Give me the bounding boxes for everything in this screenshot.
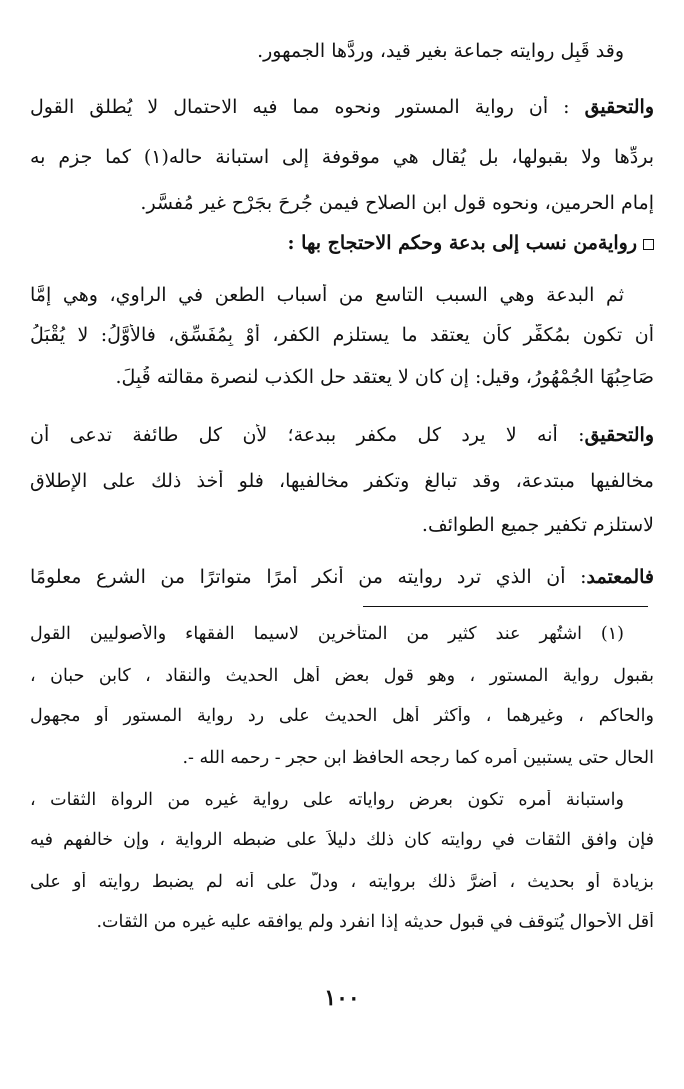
paragraph-4-lead: والتحقيق (584, 424, 654, 446)
paragraph-2-line-2: بردِّها ولا بقبولها، بل يُقال هي موقوفة إلى استبانة حاله(١) كما جزم به (30, 146, 654, 168)
paragraph-5-lead: فالمعتمد (586, 566, 654, 588)
paragraph-5-line-1 (30, 566, 654, 588)
paragraph-4-line-1-text: : أنه لا يرد كل مكفر ببدعة؛ لأن كل طائفة تدعى أن (30, 424, 585, 446)
footnote-line-3: والحاكم ، وغيرهما ، وأكثر أهل الحديث على رد رواية المستور أو مجهول (30, 706, 654, 726)
footnote-line-5: واستبانة أمره تكون بعرض رواياته على رواية غيره من الرواة الثقات ، (30, 790, 624, 810)
paragraph-3-line-3: صَاحِبُهَا الجُمْهُورُ، وقيل: إن كان لا يعتقد حل الكذب لنصرة مقالته قُبِلَ. (115, 366, 654, 388)
paragraph-2-lead: والتحقيق (584, 96, 654, 118)
footnote-separator (363, 606, 648, 607)
paragraph-3-line-2: أن تكون بمُكفِّر كأن يعتقد ما يستلزم الكفر، أوْ بِمُفَسِّق، فالأوَّلُ: لا يُقْبَلُ (30, 324, 654, 346)
paragraph-2-line-3: إمام الحرمين، ونحوه قول ابن الصلاح فيمن جُرِحَ بجَرْحٍ غير مُفسَّر. (140, 192, 654, 214)
footnote-line-8: أقل الأحوال يُتوقف في قبول حديثه إذا انفرد ولم يوافقه عليه غيره من الثقات. (96, 912, 654, 932)
footnote-line-1: (١) اشتُهر عند كثير من المتأخرين لاسيما الفقهاء والأصوليين القول (30, 624, 624, 644)
footnote-line-7: بزيادة أو بحديث ، أضرَّ ذلك بروايته ، ودلَّ على أنه لم يضبط روايته أو على (30, 872, 654, 892)
paragraph-4-line-2: مخالفيها مبتدعة، وقد تبالغ وتكفر مخالفيها، فلو أخذ ذلك على الإطلاق (30, 470, 654, 492)
footnote-line-6: فإن وافق الثقات في روايته كان ذلك دليلاً على ضبطه الرواية ، وإن خالفهم فيه (30, 830, 654, 850)
section-heading-text: روايةمن نسب إلى بدعة وحكم الاحتجاج بها : (287, 232, 637, 254)
footnote-line-4: الحال حتى يستبين أمره كما رجحه الحافظ ابن حجر - رحمه الله -. (182, 748, 654, 768)
paragraph-5-line-1-text: : أن الذي ترد روايته من أنكر أمرًا متواترًا من الشرع معلومًا (30, 566, 587, 588)
paragraph-4-line-1 (30, 424, 654, 446)
paragraph-2-line-1-text: : أن رواية المستور ونحوه مما فيه الاحتمال لا يُطلق القول (30, 96, 585, 118)
footnote-line-2: بقبول رواية المستور ، وهو قول بعض أهل الحديث والنقاد ، كابن حبان ، (30, 666, 654, 686)
paragraph-4-line-3: لاستلزم تكفير جميع الطوائف. (421, 514, 654, 536)
paragraph-2-line-1 (30, 96, 654, 118)
section-heading (30, 232, 654, 254)
page-number: ١٠٠ (324, 985, 360, 1011)
paragraph-3-line-1: ثم البدعة وهي السبب التاسع من أسباب الطعن في الراوي، وهي إمَّا (30, 284, 624, 306)
square-bullet-icon (643, 239, 654, 250)
paragraph-1-line-1: وقد قَبِل روايته جماعة بغير قيد، وردَّها الجمهور. (257, 40, 624, 62)
